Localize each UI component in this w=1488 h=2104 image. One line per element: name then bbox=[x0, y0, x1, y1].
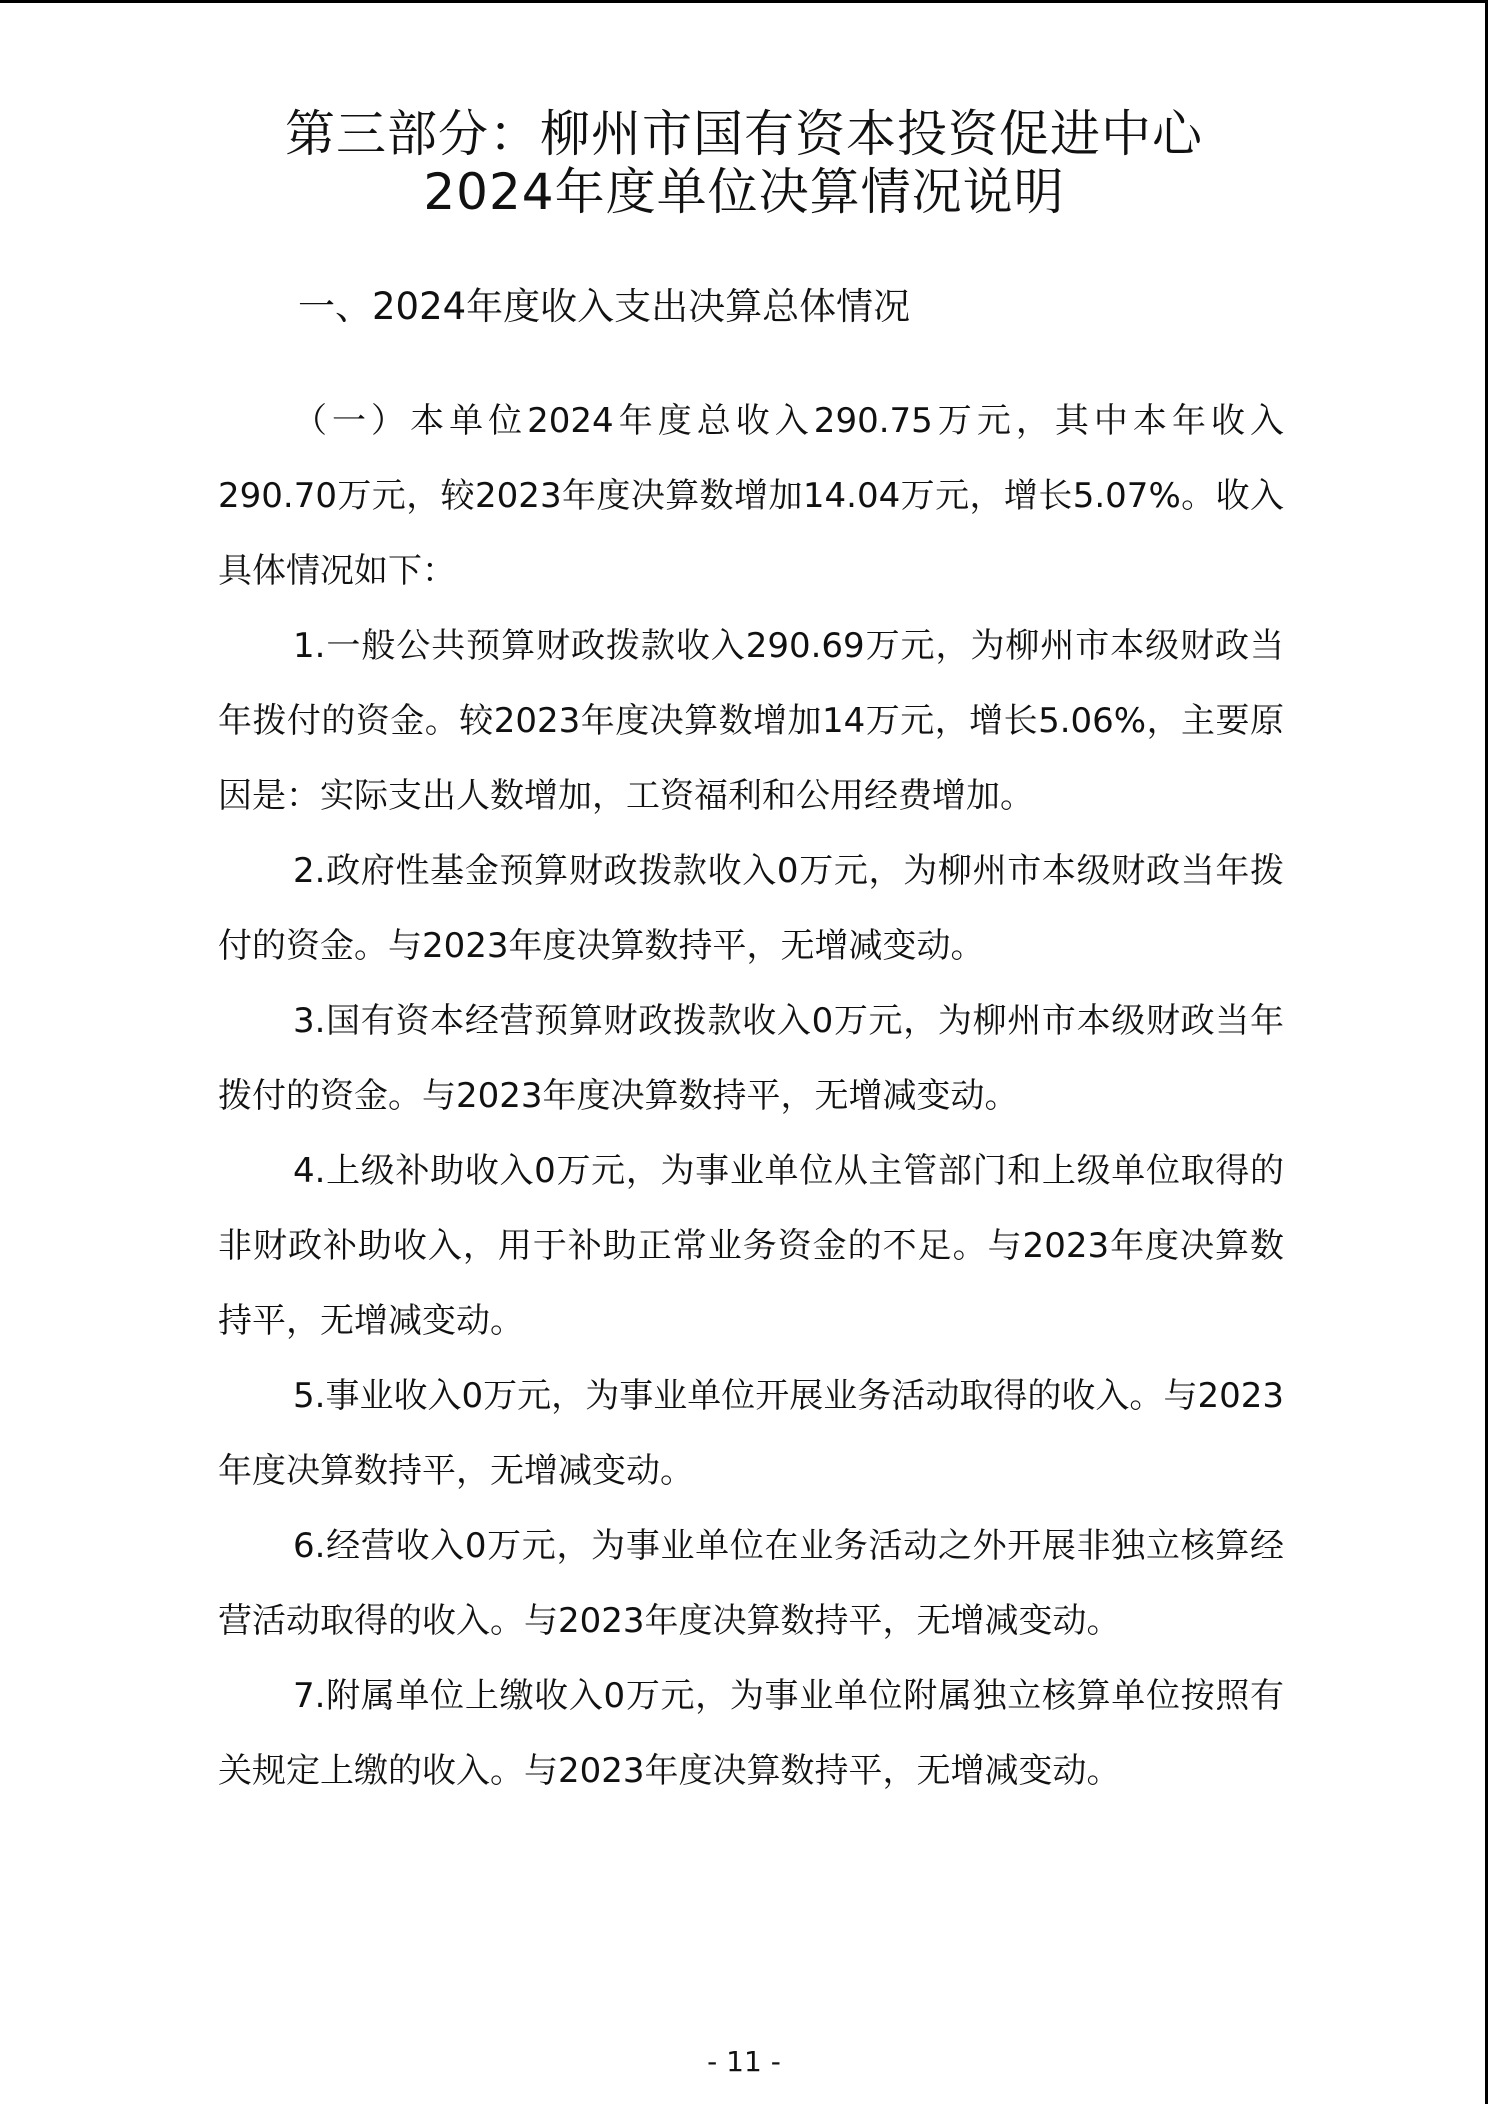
paragraph-superior-subsidy: 4.上级补助收入0万元，为事业单位从主管部门和上级单位取得的非财政补助收入，用于补助正常业务资金的不足。与2023年度决算数持平，无增减变动。 bbox=[218, 1151, 1284, 1341]
paragraph-state-capital: 3.国有资本经营预算财政拨款收入0万元，为柳州市本级财政当年拨付的资金。与2023年度决算数持平，无增减变动。 bbox=[218, 1001, 1284, 1116]
paragraph-affiliated-income: 7.附属单位上缴收入0万元，为事业单位附属独立核算单位按照有关规定上缴的收入。与2023年度决算数持平，无增减变动。 bbox=[218, 1676, 1284, 1791]
document-body bbox=[218, 384, 1284, 1809]
paragraph-total-income: （一）本单位2024年度总收入290.75万元，其中本年收入290.70万元，较2023年度决算数增加14.04万元，增长5.07%。收入具体情况如下： bbox=[218, 401, 1284, 591]
section-heading: 一、2024年度收入支出决算总体情况 bbox=[298, 285, 911, 328]
title-line-2: 2024年度单位决算情况说明 bbox=[423, 163, 1065, 221]
paragraph-government-fund: 2.政府性基金预算财政拨款收入0万元，为柳州市本级财政当年拨付的资金。与2023年度决算数持平，无增减变动。 bbox=[218, 851, 1284, 966]
page-number: - 11 - bbox=[707, 2045, 781, 2078]
paragraph-operating-income: 6.经营收入0万元，为事业单位在业务活动之外开展非独立核算经营活动取得的收入。与2023年度决算数持平，无增减变动。 bbox=[218, 1526, 1284, 1641]
paragraph-business-income: 5.事业收入0万元，为事业单位开展业务活动取得的收入。与2023年度决算数持平，无增减变动。 bbox=[218, 1376, 1284, 1491]
title-line-1: 第三部分：柳州市国有资本投资促进中心 bbox=[285, 105, 1203, 163]
page-top-border bbox=[0, 0, 1488, 3]
document-title bbox=[0, 105, 1488, 221]
paragraph-general-budget: 1.一般公共预算财政拨款收入290.69万元，为柳州市本级财政当年拨付的资金。较2023年度决算数增加14万元，增长5.06%，主要原因是：实际支出人数增加，工资福利和公用经费增加。 bbox=[218, 626, 1284, 816]
